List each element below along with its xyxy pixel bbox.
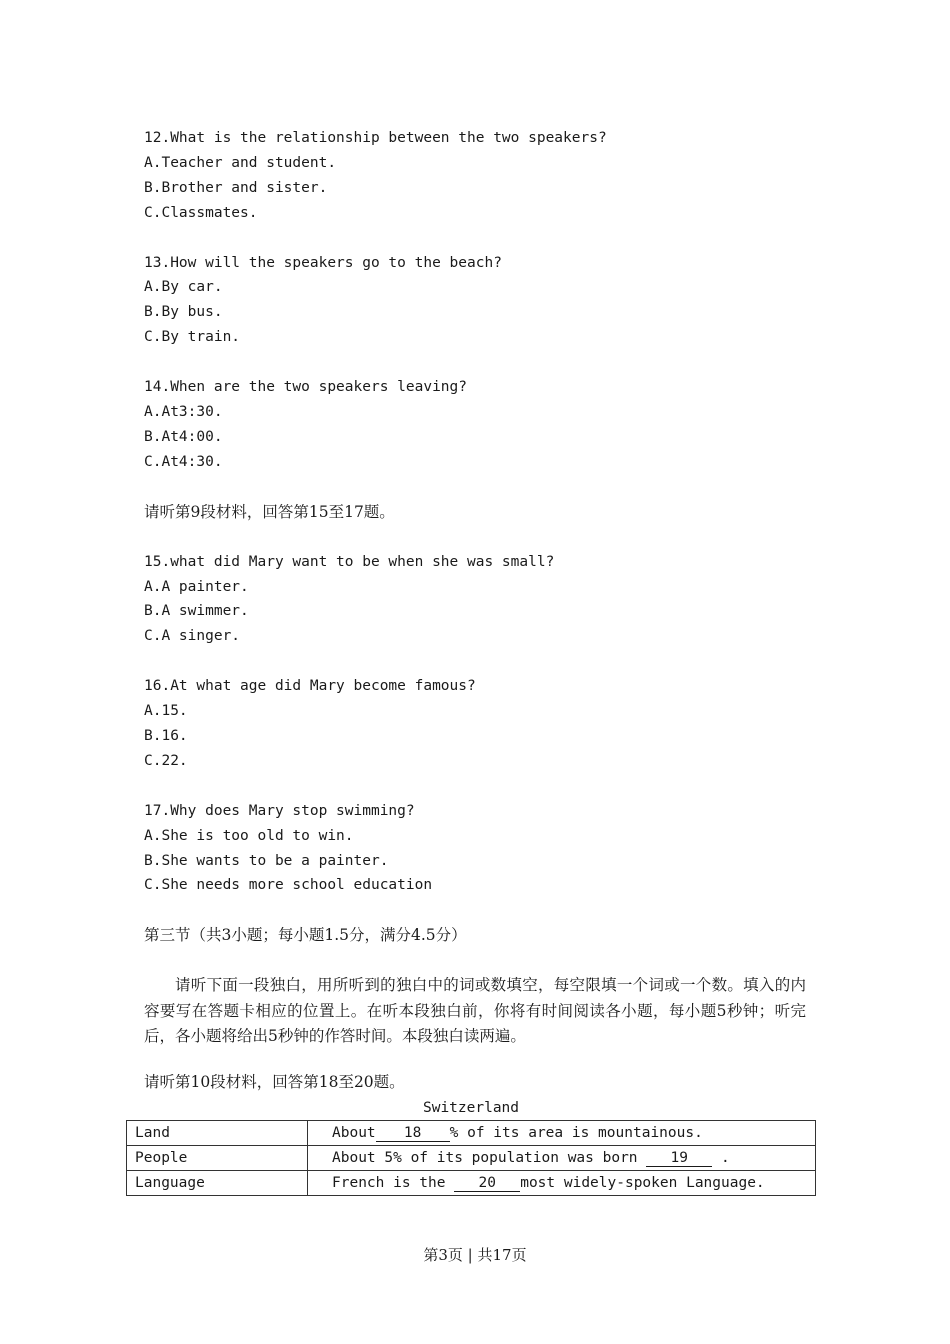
row-label: Language bbox=[127, 1171, 308, 1196]
option-a: A.She is too old to win. bbox=[144, 827, 354, 844]
question-13 bbox=[144, 251, 824, 351]
question-15 bbox=[144, 550, 824, 650]
question-stem: 16.At what age did Mary become famous? bbox=[144, 678, 476, 695]
row-value bbox=[308, 1121, 816, 1146]
text-before: About 5% of its population was born bbox=[332, 1149, 647, 1166]
question-stem: 14.When are the two speakers leaving? bbox=[144, 379, 468, 396]
question-16 bbox=[144, 674, 824, 774]
option-c: C.At4:30. bbox=[144, 453, 223, 470]
question-stem: 13.How will the speakers go to the beach? bbox=[144, 254, 502, 271]
option-a: A.At3:30. bbox=[144, 404, 223, 421]
row-label: People bbox=[127, 1146, 308, 1171]
answer-blank-20: 20 bbox=[454, 1175, 520, 1192]
option-b: B.At4:00. bbox=[144, 428, 223, 445]
option-b: B.Brother and sister. bbox=[144, 179, 328, 196]
text-after: . bbox=[712, 1149, 730, 1166]
table-row bbox=[127, 1121, 816, 1146]
table-title: Switzerland bbox=[422, 1100, 520, 1116]
text-before: About bbox=[332, 1124, 376, 1141]
option-a: A.A painter. bbox=[144, 578, 249, 595]
question-stem: 12.What is the relationship between the two speakers? bbox=[144, 130, 607, 146]
row-label: Land bbox=[127, 1121, 308, 1146]
question-17 bbox=[144, 799, 824, 899]
option-c: C.22. bbox=[144, 752, 188, 769]
option-b: B.16. bbox=[144, 728, 188, 745]
question-12 bbox=[144, 126, 824, 226]
document-body bbox=[144, 126, 824, 1095]
row-value bbox=[308, 1171, 816, 1196]
text-after: % of its area is mountainous. bbox=[449, 1124, 703, 1141]
option-b: B.She wants to be a painter. bbox=[144, 852, 389, 869]
text-after: most widely-spoken Language. bbox=[520, 1174, 765, 1191]
question-stem: 17.Why does Mary stop swimming? bbox=[144, 802, 415, 819]
switzerland-table bbox=[126, 1120, 816, 1196]
question-stem: 15.what did Mary want to be when she was small? bbox=[144, 553, 555, 570]
answer-blank-19: 19 bbox=[646, 1150, 712, 1167]
page-footer: 第3页 | 共17页 bbox=[423, 1246, 527, 1264]
text-before: French is the bbox=[332, 1174, 455, 1191]
option-b: B.By bus. bbox=[144, 304, 223, 321]
option-a: A.Teacher and student. bbox=[144, 154, 337, 171]
option-c: C.By train. bbox=[144, 329, 241, 346]
table-row bbox=[127, 1171, 816, 1196]
option-b: B.A swimmer. bbox=[144, 603, 249, 620]
option-c: C.A singer. bbox=[144, 628, 241, 645]
instruction-passage-10: 请听第10段材料，回答第18至20题。 bbox=[144, 1072, 405, 1091]
section-3-title: 第三节（共3小题；每小题1.5分，满分4.5分） bbox=[144, 926, 467, 945]
section-3-instructions: 请听下面一段独白，用所听到的独白中的词或数填空，每空限填一个词或一个数。填入的内容要写在答题卡相应的位置上。在听本段独白前，你将有时间阅读各小题，每小题5秒钟；听完后，各小题将给出5秒钟的作答时间。本段独白读两遍。 bbox=[144, 976, 806, 1046]
option-a: A.15. bbox=[144, 703, 188, 720]
option-c: C.Classmates. bbox=[144, 204, 258, 221]
table-row bbox=[127, 1146, 816, 1171]
question-14 bbox=[144, 375, 824, 475]
answer-blank-18: 18 bbox=[376, 1125, 450, 1142]
instruction-passage-9: 请听第9段材料，回答第15至17题。 bbox=[144, 502, 395, 521]
option-a: A.By car. bbox=[144, 279, 223, 296]
row-value bbox=[308, 1146, 816, 1171]
option-c: C.She needs more school education bbox=[144, 877, 433, 894]
